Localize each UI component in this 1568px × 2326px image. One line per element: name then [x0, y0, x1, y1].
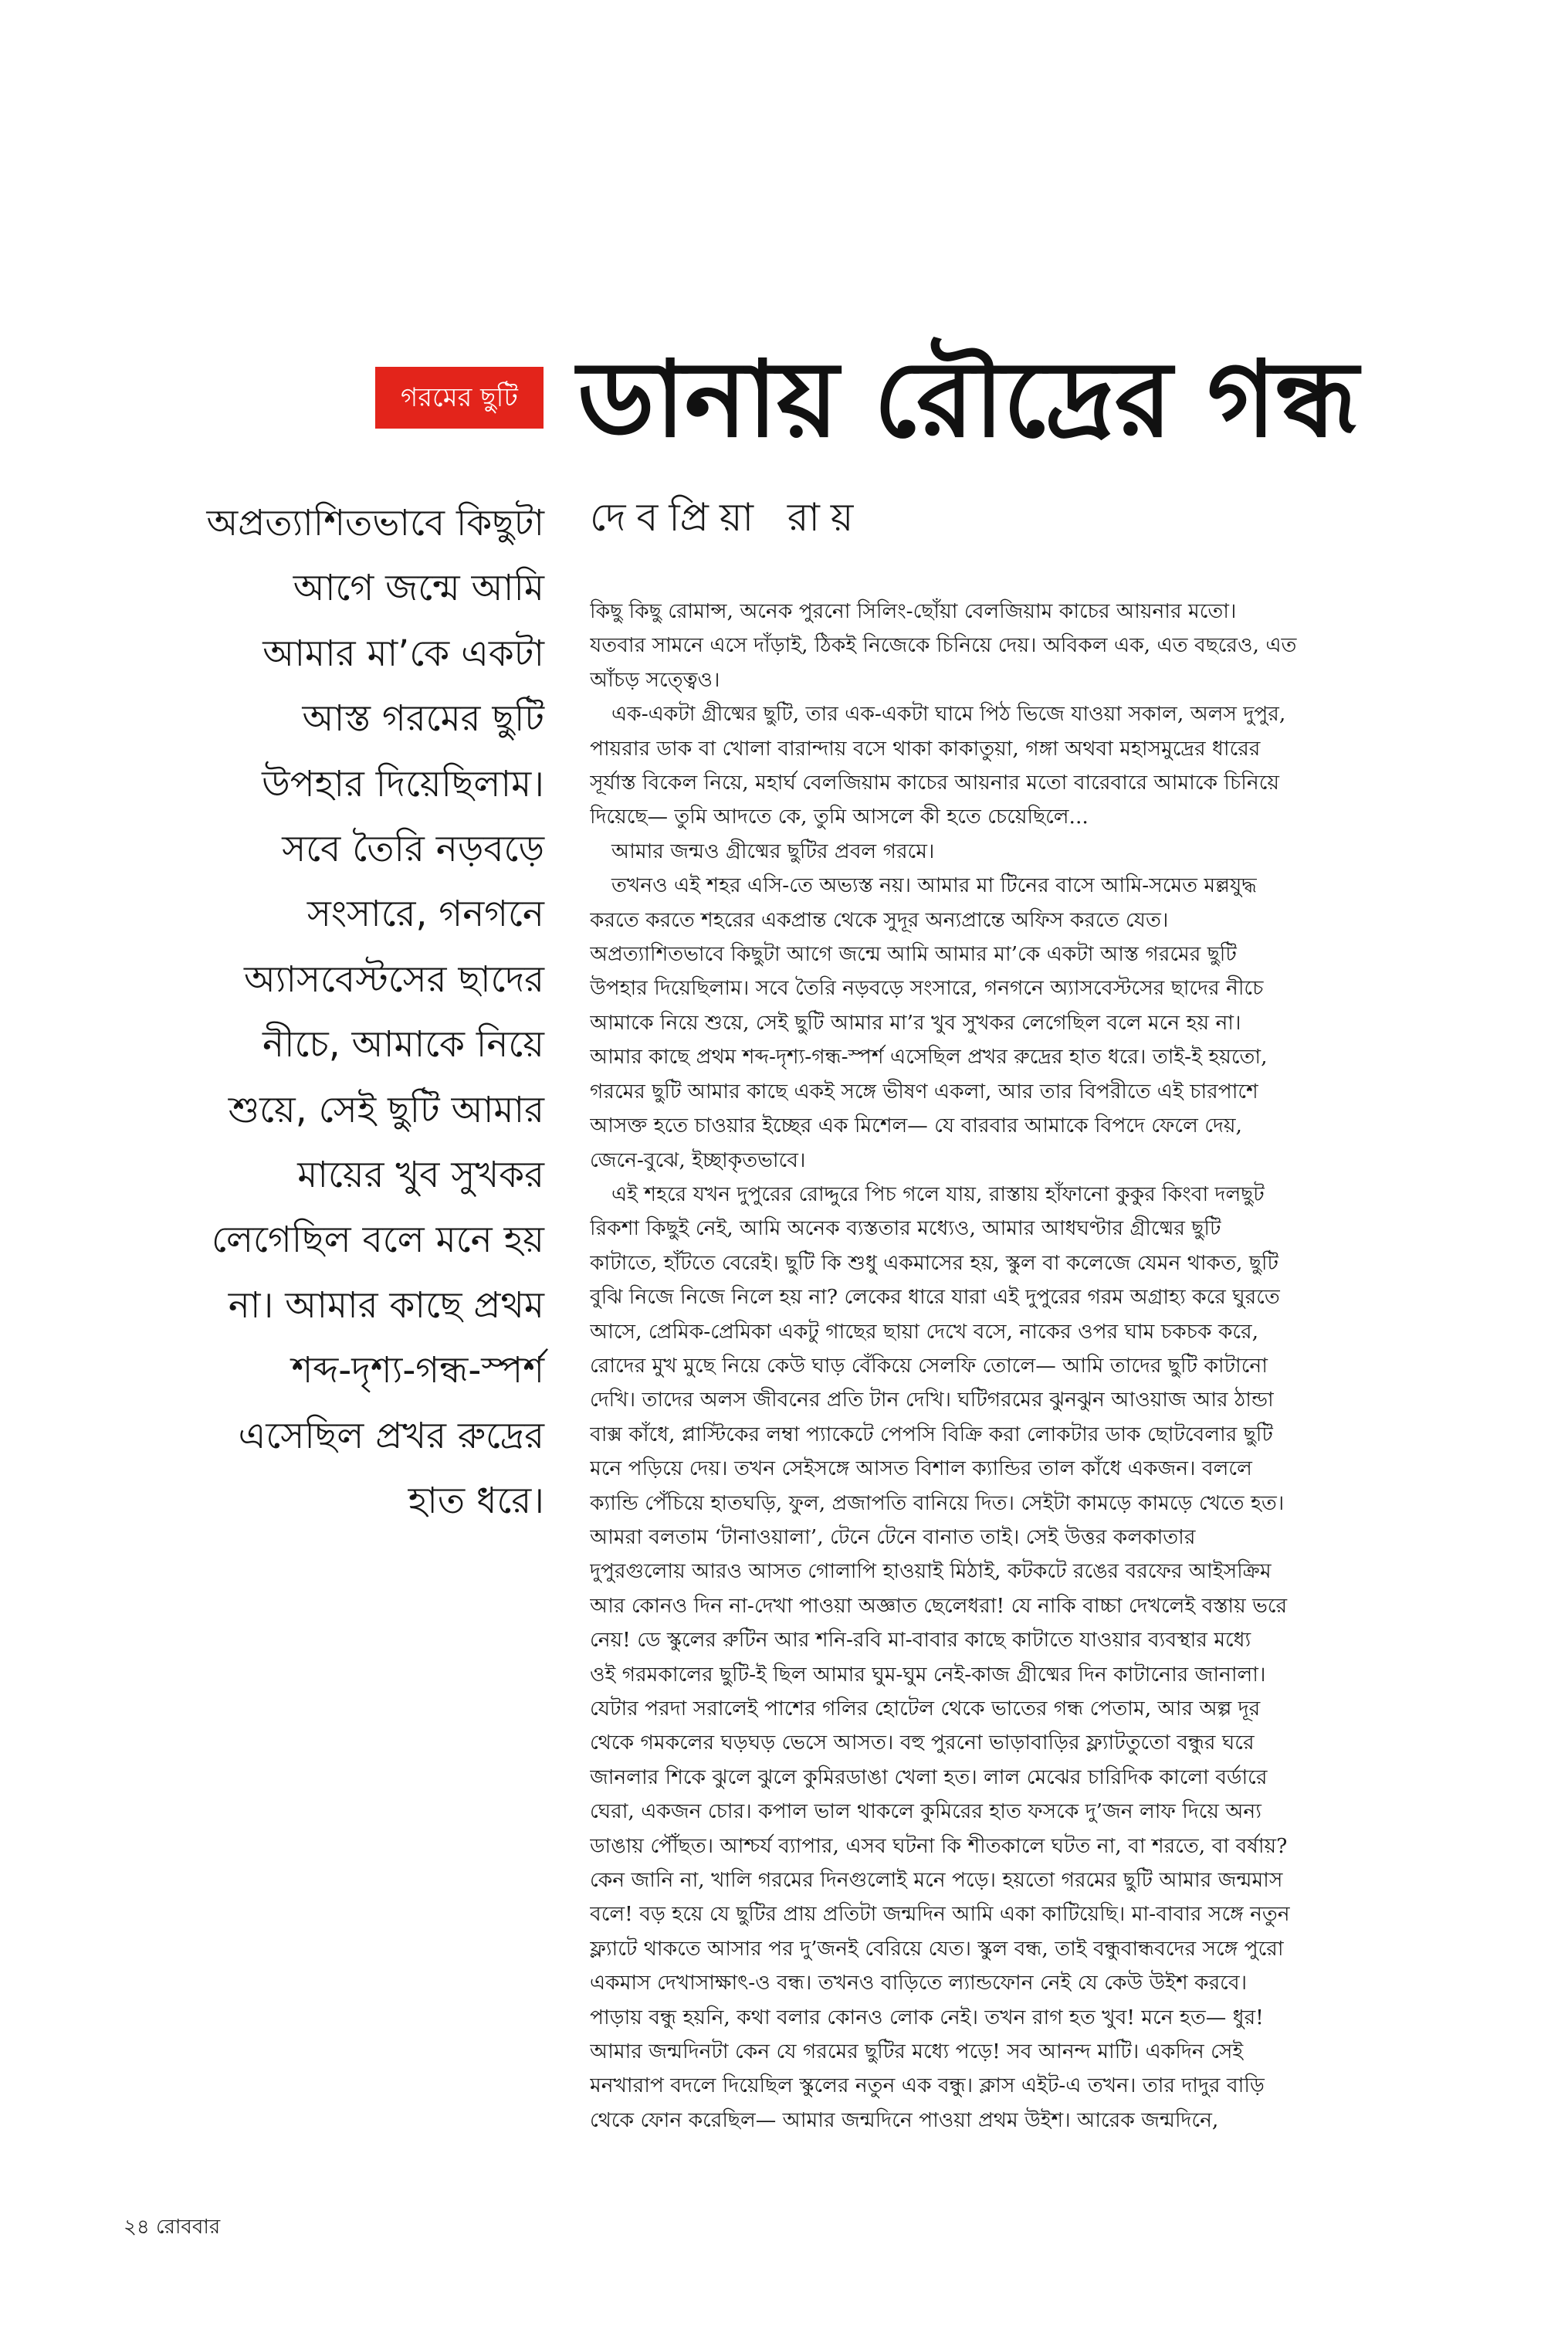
pull-quote-line: নীচে, আমাকে নিয়ে: [262, 1023, 544, 1066]
author-byline: দেবপ্রিয়া রায়: [590, 495, 865, 540]
body-line: পায়রার ডাক বা খোলা বারান্দায় বসে থাকা কাকাতুয়া, গঙ্গা অথবা মহাসমুদ্রের ধারের: [590, 736, 1261, 761]
body-line: যতবার সামনে এসে দাঁড়াই, ঠিকই নিজেকে চিনিয়ে দেয়। অবিকল এক, এত বছরেও, এত: [590, 633, 1297, 658]
body-line: দেখি। তাদের অলস জীবনের প্রতি টান দেখি। ঘটিগরমের ঝুনঝুন আওয়াজ আর ঠান্ডা: [590, 1388, 1274, 1412]
pull-quote-line: সংসারে, গনগনে: [306, 893, 544, 936]
body-line: ওই গরমকালের ছুটি-ই ছিল আমার ঘুম-ঘুম নেই-কাজ গ্রীষ্মের দিন কাটানোর জানালা।: [590, 1662, 1266, 1687]
page-folio: ২৪ রোববার: [124, 2216, 221, 2239]
body-line: রিকশা কিছুই নেই, আমি অনেক ব্যস্ততার মধ্যেও, আমার আধঘণ্টার গ্রীষ্মের ছুটি: [590, 1216, 1221, 1241]
pull-quote-line: অ্যাসবেস্টসের ছাদের: [244, 958, 544, 1001]
body-line: অপ্রত্যাশিতভাবে কিছুটা আগে জন্মে আমি আমার মা’কে একটা আস্ত গরমের ছুটি: [590, 942, 1237, 967]
pull-quote-line: উপহার দিয়েছিলাম।: [262, 762, 544, 805]
pull-quote-line: অপ্রত্যাশিতভাবে কিছুটা: [206, 502, 544, 544]
body-line: সূর্যাস্ত বিকেল নিয়ে, মহার্ঘ বেলজিয়াম কাচের আয়নার মতো বারেবারে আমাকে চিনিয়ে: [590, 771, 1279, 795]
body-line: থেকে গমকলের ঘড়ঘড় ভেসে আসত। বহু পুরনো ভাড়াবাড়ির ফ্ল্যাটতুতো বন্ধুর ঘরে: [590, 1731, 1255, 1755]
pull-quote-line: সবে তৈরি নড়বড়ে: [282, 828, 544, 871]
pull-quote-line: লেগেছিল বলে মনে হয়: [211, 1219, 544, 1262]
body-line: তখনও এই শহর এসি-তে অভ্যস্ত নয়। আমার মা টিনের বাসে আমি-সমেত মল্লযুদ্ধ: [611, 873, 1257, 898]
body-line: আঁচড় সত্ত্বেও।: [590, 667, 720, 692]
body-line: আমার কাছে প্রথম শব্দ-দৃশ্য-গন্ধ-স্পর্শ এসেছিল প্রখর রুদ্রের হাত ধরে। তাই-ই হয়তো,: [590, 1045, 1268, 1070]
body-line: জানলার শিকে ঝুলে ঝুলে কুমিরডাঙা খেলা হত। লাল মেঝের চারিদিক কালো বর্ডারে: [590, 1765, 1268, 1789]
body-line: বলে! বড় হয়ে যে ছুটির প্রায় প্রতিটা জন্মদিন আমি একা কাটিয়েছি। মা-বাবার সঙ্গে নতুন: [590, 1902, 1290, 1927]
body-line: থেকে ফোন করেছিল— আমার জন্মদিনে পাওয়া প্রথম উইশ। আরেক জন্মদিনে,: [590, 2107, 1219, 2132]
pull-quote-line: মায়ের খুব সুখকর: [297, 1154, 544, 1197]
pull-quote-line: শুয়ে, সেই ছুটি আমার: [228, 1088, 544, 1131]
article-body: [590, 595, 1433, 2138]
body-line: বুঝি নিজে নিজে নিলে হয় না? লেকের ধারে যারা এই দুপুরের গরম অগ্রাহ্য করে ঘুরতে: [590, 1285, 1280, 1310]
body-line: জেনে-বুঝে, ইচ্ছাকৃতভাবে।: [590, 1148, 806, 1172]
body-line: এই শহরে যখন দুপুরের রোদ্দুরে পিচ গলে যায়, রাস্তায় হাঁফানো কুকুর কিংবা দলছুট: [611, 1182, 1265, 1206]
body-line: নেয়! ডে স্কুলের রুটিন আর শনি-রবি মা-বাবার কাছে কাটাতে যাওয়ার ব্যবস্থার মধ্যে: [590, 1628, 1251, 1653]
body-line: যেটার পরদা সরালেই পাশের গলির হোটেল থেকে ভাতের গন্ধ পেতাম, আর অল্প দূর: [590, 1697, 1261, 1721]
body-line: ফ্ল্যাটে থাকতে আসার পর দু’জনই বেরিয়ে যেত। স্কুল বন্ধ, তাই বন্ধুবান্ধবদের সঙ্গে পুরো: [590, 1936, 1284, 1961]
body-line: উপহার দিয়েছিলাম। সবে তৈরি নড়বড়ে সংসারে, গনগনে অ্যাসবেস্টসের ছাদের নীচে: [590, 976, 1264, 1001]
body-line: ক্যান্ডি পেঁচিয়ে হাতঘড়ি, ফুল, প্রজাপতি বানিয়ে দিত। সেইটা কামড়ে কামড়ে খেতে হত।: [590, 1490, 1285, 1515]
pull-quote-line: আগে জন্মে আমি: [293, 567, 544, 610]
body-line: আমাকে নিয়ে শুয়ে, সেই ছুটি আমার মা’র খুব সুখকর লেগেছিল বলে মনে হয় না।: [590, 1010, 1241, 1035]
body-line: কাটাতে, হাঁটতে বেরেই। ছুটি কি শুধু একমাসের হয়, স্কুল বা কলেজে যেমন থাকত, ছুটি: [590, 1250, 1278, 1275]
pull-quote-line: আস্ত গরমের ছুটি: [302, 697, 544, 741]
body-line: রোদের মুখ মুছে নিয়ে কেউ ঘাড় বেঁকিয়ে সেলফি তোলে— আমি তাদের ছুটি কাটানো: [590, 1353, 1268, 1378]
body-line: আসক্ত হতে চাওয়ার ইচ্ছের এক মিশেল— যে বারবার আমাকে বিপদে ফেলে দেয়,: [590, 1114, 1242, 1138]
body-line: আমার জন্মও গ্রীষ্মের ছুটির প্রবল গরমে।: [611, 839, 935, 863]
pull-quote-line: না। আমার কাছে প্রথম: [228, 1283, 544, 1327]
body-line: বাক্স কাঁধে, প্লাস্টিকের লম্বা প্যাকেটে পেপসি বিক্রি করা লোকটার ডাক ছোটবেলার ছুটি: [590, 1422, 1273, 1446]
body-line: গরমের ছুটি আমার কাছে একই সঙ্গে ভীষণ একলা, আর তার বিপরীতে এই চারপাশে: [590, 1079, 1258, 1104]
body-line: দুপুরগুলোয় আরও আসত গোলাপি হাওয়াই মিঠাই, কটকটে রঙের বরফের আইসক্রিম: [590, 1559, 1272, 1584]
body-line: আমার জন্মদিনটা কেন যে গরমের ছুটির মধ্যে পড়ে! সব আনন্দ মাটি। একদিন সেই: [590, 2039, 1244, 2064]
body-line: করতে করতে শহরের একপ্রান্ত থেকে সুদূর অন্যপ্রান্তে অফিস করতে যেত।: [590, 907, 1169, 932]
body-line: ডাঙায় পৌঁছত। আশ্চর্য ব্যাপার, এসব ঘটনা কি শীতকালে ঘটত না, বা শরতে, বা বর্ষায়?: [590, 1833, 1288, 1858]
body-line: ঘেরা, একজন চোর। কপাল ভাল থাকলে কুমিরের হাত ফসকে দু’জন লাফ দিয়ে অন্য: [590, 1799, 1262, 1824]
body-line: পাড়ায় বন্ধু হয়নি, কথা বলার কোনও লোক নেই। তখন রাগ হত খুব! মনে হত— ধুর!: [590, 2005, 1264, 2029]
pull-quote: [116, 491, 544, 1534]
body-line: এক-একটা গ্রীষ্মের ছুটি, তার এক-একটা ঘামে পিঠ ভিজে যাওয়া সকাল, অলস দুপুর,: [611, 702, 1286, 727]
pull-quote-line: আমার মা’কে একটা: [262, 632, 544, 675]
body-line: আর কোনও দিন না-দেখা পাওয়া অজ্ঞাত ছেলেধরা! যে নাকি বাচ্চা দেখলেই বস্তায় ভরে: [590, 1593, 1288, 1618]
article-headline: ডানায় রৌদ্রের গন্ধ: [577, 339, 1358, 461]
body-line: একমাস দেখাসাক্ষাৎ-ও বন্ধ। তখনও বাড়িতে ল্যান্ডফোন নেই যে কেউ উইশ করবে।: [590, 1971, 1248, 1995]
section-tag: গরমের ছুটি: [375, 367, 544, 429]
pull-quote-line: হাত ধরে।: [408, 1480, 544, 1523]
pull-quote-line: এসেছিল প্রখর রুদ্রের: [238, 1414, 544, 1457]
body-line: আমরা বলতাম ‘টানাওয়ালা’, টেনে টেনে বানাত তাই। সেই উত্তর কলকাতার: [590, 1524, 1196, 1549]
body-line: কিছু কিছু রোমান্স, অনেক পুরনো সিলিং-ছোঁয়া বেলজিয়াম কাচের আয়নার মতো।: [590, 599, 1237, 623]
body-line: মনে পড়িয়ে দেয়। তখন সেইসঙ্গে আসত বিশাল ক্যান্ডির তাল কাঁধে একজন। বললে: [590, 1456, 1252, 1481]
pull-quote-line: শব্দ-দৃশ্য-গন্ধ-স্পর্শ: [291, 1349, 544, 1392]
body-line: আসে, প্রেমিক-প্রেমিকা একটু গাছের ছায়া দেখে বসে, নাকের ওপর ঘাম চকচক করে,: [590, 1319, 1259, 1344]
body-line: কেন জানি না, খালি গরমের দিনগুলোই মনে পড়ে। হয়তো গরমের ছুটি আমার জন্মমাস: [590, 1868, 1283, 1893]
body-line: দিয়েছে— তুমি আদতে কে, তুমি আসলে কী হতে চেয়েছিলে...: [590, 805, 1089, 829]
body-line: মনখারাপ বদলে দিয়েছিল স্কুলের নতুন এক বন্ধু। ক্লাস এইট-এ তখন। তার দাদুর বাড়ি: [590, 2073, 1265, 2098]
